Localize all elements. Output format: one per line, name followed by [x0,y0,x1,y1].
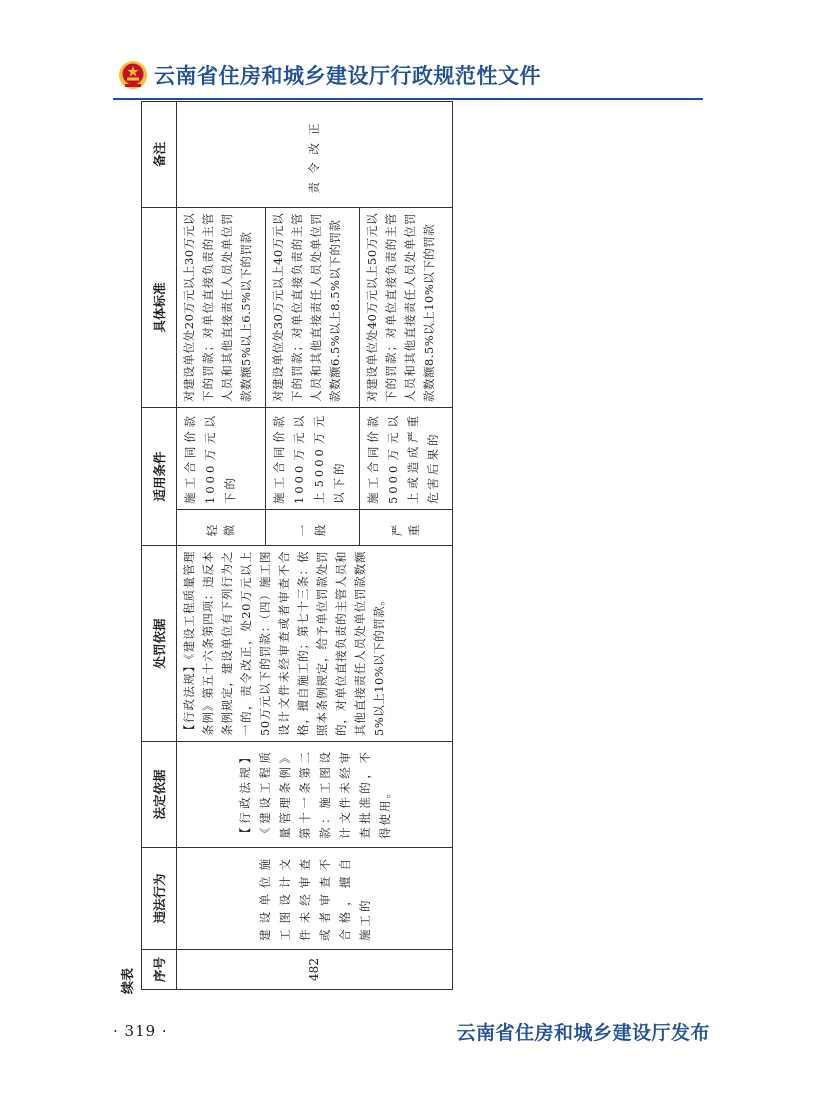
header-seq: 序号 [142,950,177,990]
level-serious: 严重 [359,510,452,546]
row-legal-basis: 【行政法规】《建设工程质量管理条例》第十一条第二款：施工图设计文件未经审查批准的，不得使用。 [177,742,453,848]
header-penalty-basis: 处罚依据 [142,546,177,742]
header-legal-basis: 法定依据 [142,742,177,848]
standard-serious: 对建设单位处40万元以上50万元以下的罚款；对单位直接负责的主管人员和其他直接责任人员处单位罚款数额8.5%以上10%以下的罚款 [359,207,452,407]
table-content [113,98,453,994]
penalty-standard-table [141,101,453,990]
condition-general: 施工合同价款1000万元以上5000万元以下的 [266,407,359,509]
page-header [118,58,541,92]
row-note: 责令改正 [177,101,453,207]
row-penalty-basis: 【行政法规】《建设工程质量管理条例》第五十六条第四项：违反本条例规定，建设单位有下列行为之一的，责令改正，处20万元以上50万元以下的罚款：（四）施工图设计文件未经审查或者审查不合格，擅自施工的；第七十三条：依照本条例规定，给予单位罚款处罚的，对单位直接负责的主管人员和其他直接责任人员处单位罚款数额5%以上10%以下的罚款。 [177,546,453,742]
condition-serious: 施工合同价款5000万元以上或造成严重危害后果的 [359,407,452,509]
publisher-label: 云南省住房和城乡建设厅发布 [456,1022,710,1044]
page-number: · 319 · [113,1022,168,1040]
level-minor: 轻微 [177,510,266,546]
level-general: 一般 [266,510,359,546]
document-series-title: 云南省住房和城乡建设厅行政规范性文件 [154,64,541,88]
header-condition: 适用条件 [142,407,177,545]
header-note: 备注 [142,101,177,207]
rotated-table-region [113,98,453,994]
condition-minor: 施工合同价款1000万元以下的 [177,407,266,509]
row-seq: 482 [177,950,453,990]
standard-minor: 对建设单位处20万元以上30万元以下的罚款；对单位直接负责的主管人员和其他直接责任人员处单位罚款数额5%以上6.5%以下的罚款 [177,207,266,407]
continued-label: 续表 [121,967,136,994]
row-violation: 建设单位施工图设计文件未经审查或者审查不合格，擅自施工的 [177,848,453,950]
national-emblem-icon [118,60,148,90]
table-row [177,101,266,989]
header-standard: 具体标准 [142,207,177,407]
header-violation: 违法行为 [142,848,177,950]
standard-general: 对建设单位处30万元以上40万元以下的罚款；对单位直接负责的主管人员和其他直接责任人员处单位罚款数额6.5%以上8.5%以下的罚款 [266,207,359,407]
